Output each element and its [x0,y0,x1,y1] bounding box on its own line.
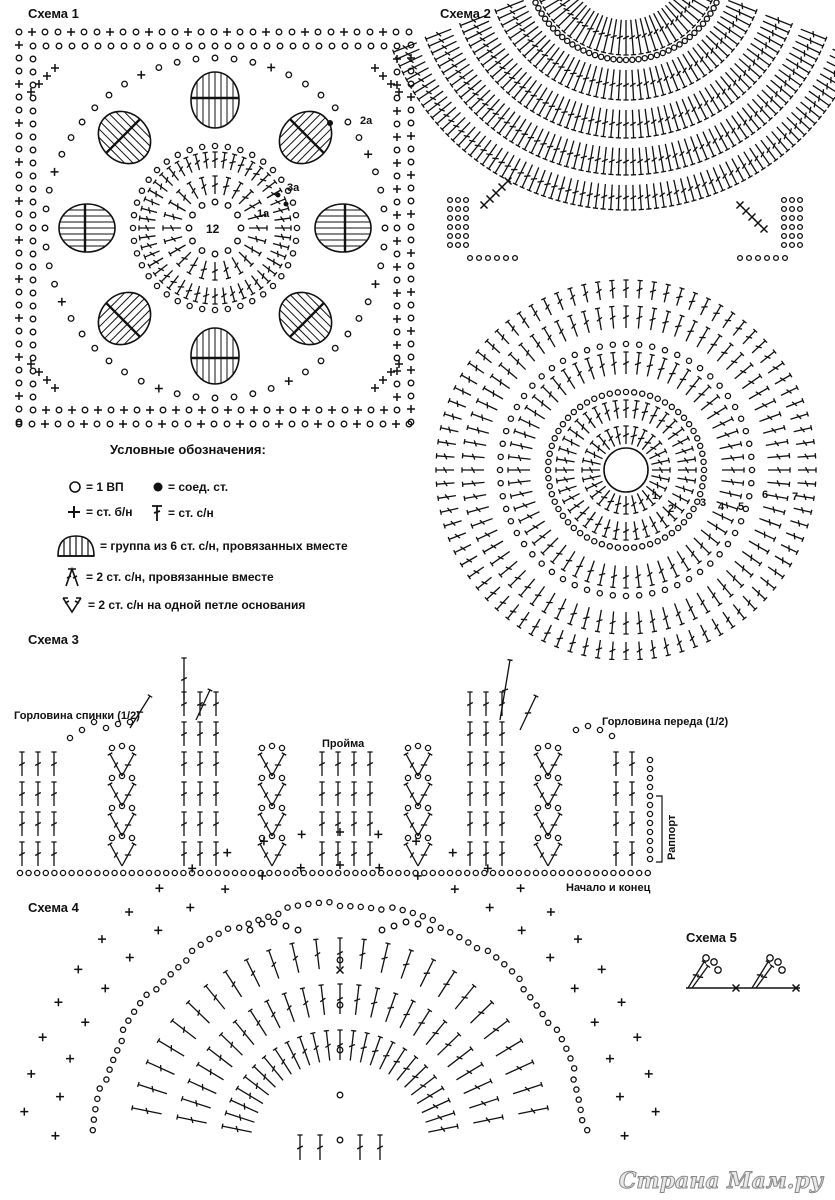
scheme-3-neck-back-label: Горловина спинки (1/2) [14,710,140,722]
scheme-1-row-mark: 1а [257,208,270,220]
legend-text: = ст. б/н [86,505,133,519]
chain-stitch [767,955,773,961]
legend-text: = 1 ВП [86,480,124,494]
chain-stitch [715,967,721,973]
scheme-4-title: Схема 4 [28,900,79,915]
scheme-2-row-number: 6 [762,489,769,501]
scheme-2-row-number: 2 [668,503,675,515]
scheme-1-row-mark: 3а [287,182,300,194]
chain-stitch [711,959,717,965]
legend-title: Условные обозначения: [110,442,266,457]
scheme-2-title: Схема 2 [440,6,491,21]
scheme-1-center-number: 12 [206,222,220,236]
scheme-2-row-number: 3 [700,497,707,509]
legend-text: = соед. ст. [168,480,229,494]
scheme-2-row-number: 5 [738,501,745,513]
scheme-3-start-end-label: Начало и конец [566,882,651,894]
scheme-3-armhole-label: Пройма [322,738,365,750]
legend-text: = группа из 6 ст. с/н, провязанных вместе [100,539,348,553]
legend-text: = 2 ст. с/н, провязанные вместе [86,570,274,584]
chain-stitch [703,955,709,961]
scheme-3-repeat-label: Раппорт [666,814,678,860]
double-crochet [688,961,706,988]
scheme-5-title: Схема 5 [686,930,737,945]
scheme-3-neck-front-label: Горловина переда (1/2) [602,716,729,728]
watermark-logo: Страна Мам.ру [618,1168,823,1194]
chain-stitch [775,959,781,965]
chain-stitch [779,967,785,973]
scheme-2-row-number: 1 [652,490,659,502]
double-crochet [752,961,770,988]
scheme-2-row-number: 4 [718,501,725,513]
scheme-1-row-mark: 2а [360,115,373,127]
scheme-3-title: Схема 3 [28,632,79,647]
scheme-1-title: Схема 1 [28,6,79,21]
legend-text: = 2 ст. с/н на одной петле основания [88,598,306,612]
scheme-2-row-number: 7 [792,491,799,503]
legend-text: = ст. с/н [168,506,214,520]
